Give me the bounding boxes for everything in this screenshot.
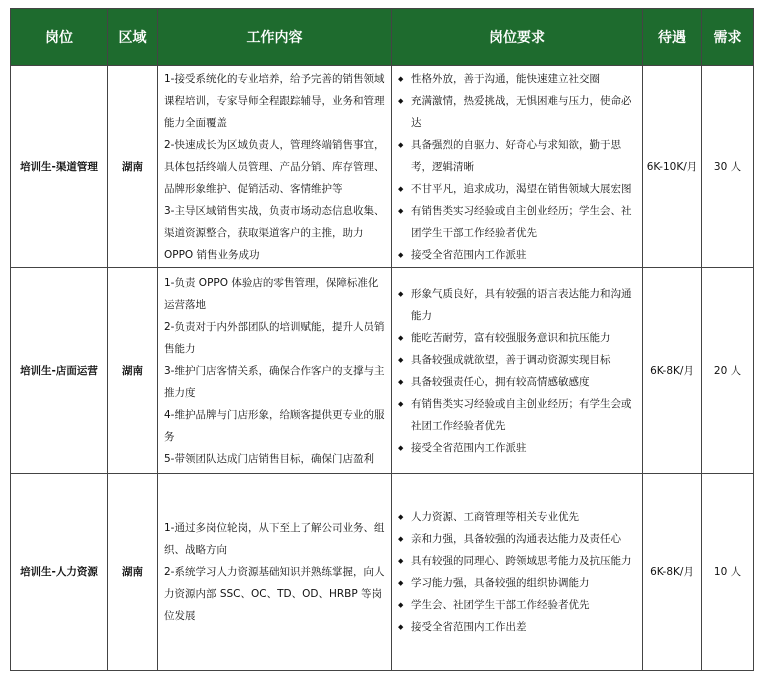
content-cell [158,474,392,671]
requirements-cell [392,474,643,671]
region-cell: 湖南 [108,474,158,671]
header-position: 岗位 [11,9,108,66]
content-item: 1-通过多岗位轮岗，从下至上了解公司业务、组织、战略方向 [164,522,385,556]
requirement-item: ◆ 性格外放，善于沟通，能快速建立社交圈 [398,68,636,90]
requirement-item: ◆ 能吃苦耐劳，富有较强服务意识和抗压能力 [398,327,636,349]
requirements-cell [392,268,643,474]
position-cell: 培训生-渠道管理 [11,66,108,268]
content-item: 1-接受系统化的专业培养，给予完善的销售领域课程培训，专家导师全程跟踪辅导，业务和管理能力全面覆盖 [164,72,385,129]
content-item: 5-带领团队达成门店销售目标，确保门店盈利 [164,452,374,465]
header-demand: 需求 [702,9,754,66]
requirement-item: ◆ 形象气质良好，具有较强的语言表达能力和沟通能力 [398,283,636,327]
requirement-item: ◆ 亲和力强，具备较强的沟通表达能力及责任心 [398,528,636,550]
requirement-item: ◆ 具有较强的同理心、跨领域思考能力及抗压能力 [398,550,636,572]
content-item: 3-主导区域销售实战，负责市场动态信息收集、渠道资源整合，获取渠道客户的主推，助力 OPPO 销售业务成功 [164,204,385,261]
content-cell [158,66,392,268]
content-cell [158,268,392,474]
table-row [11,474,754,671]
requirement-item: ◆ 有销售类实习经验或自主创业经历；学生会、社团学生干部工作经验者优先 [398,200,636,244]
table-row [11,268,754,474]
header-row [11,9,754,66]
requirement-item: ◆ 接受全省范围内工作派驻 [398,437,636,459]
pay-cell: 6K-8K/月 [643,474,702,671]
requirement-item: ◆ 充满激情，热爱挑战，无惧困难与压力，使命必达 [398,90,636,134]
requirement-item: ◆ 接受全省范围内工作派驻 [398,244,636,266]
content-item: 4-维护品牌与门店形象，给顾客提供更专业的服务 [164,408,385,443]
region-cell: 湖南 [108,66,158,268]
requirement-item: ◆ 具备强烈的自驱力、好奇心与求知欲，勤于思考，逻辑清晰 [398,134,636,178]
requirement-item: ◆ 有销售类实习经验或自主创业经历；有学生会或社团工作经验者优先 [398,393,636,437]
requirement-item: ◆ 学生会、社团学生干部工作经验者优先 [398,594,636,616]
pay-cell: 6K-10K/月 [643,66,702,268]
header-content: 工作内容 [158,9,392,66]
requirement-item: ◆ 学习能力强，具备较强的组织协调能力 [398,572,636,594]
demand-cell: 30 人 [702,66,754,268]
content-item: 2-负责对于内外部团队的培训赋能，提升人员销售能力 [164,320,385,355]
requirement-item: ◆ 人力资源、工商管理等相关专业优先 [398,506,636,528]
header-requirements: 岗位要求 [392,9,643,66]
region-cell: 湖南 [108,268,158,474]
position-cell: 培训生-人力资源 [11,474,108,671]
requirement-item: ◆ 具备较强成就欲望，善于调动资源实现目标 [398,349,636,371]
table-row [11,66,754,268]
content-item: 2-快速成长为区域负责人，管理终端销售事宜，具体包括终端人员管理、产品分销、库存管理、品牌形象维护、促销活动、客情维护等 [164,138,385,195]
requirement-item: ◆ 不甘平凡，追求成功，渴望在销售领域大展宏图 [398,178,636,200]
demand-cell: 10 人 [702,474,754,671]
pay-cell: 6K-8K/月 [643,268,702,474]
requirement-item: ◆ 接受全省范围内工作出差 [398,616,636,638]
content-item: 3-维护门店客情关系，确保合作客户的支撑与主推力度 [164,364,385,399]
header-pay: 待遇 [643,9,702,66]
content-item: 1-负责 OPPO 体验店的零售管理，保障标准化运营落地 [164,276,379,311]
header-region: 区域 [108,9,158,66]
content-item: 2-系统学习人力资源基础知识并熟练掌握，向人力资源内部 SSC、OC、TD、OD、HRBP 等岗位发展 [164,566,385,622]
requirement-item: ◆ 具备较强责任心，拥有较高情感敏感度 [398,371,636,393]
position-cell: 培训生-店面运营 [11,268,108,474]
recruitment-table [10,8,754,671]
demand-cell: 20 人 [702,268,754,474]
requirements-cell [392,66,643,268]
